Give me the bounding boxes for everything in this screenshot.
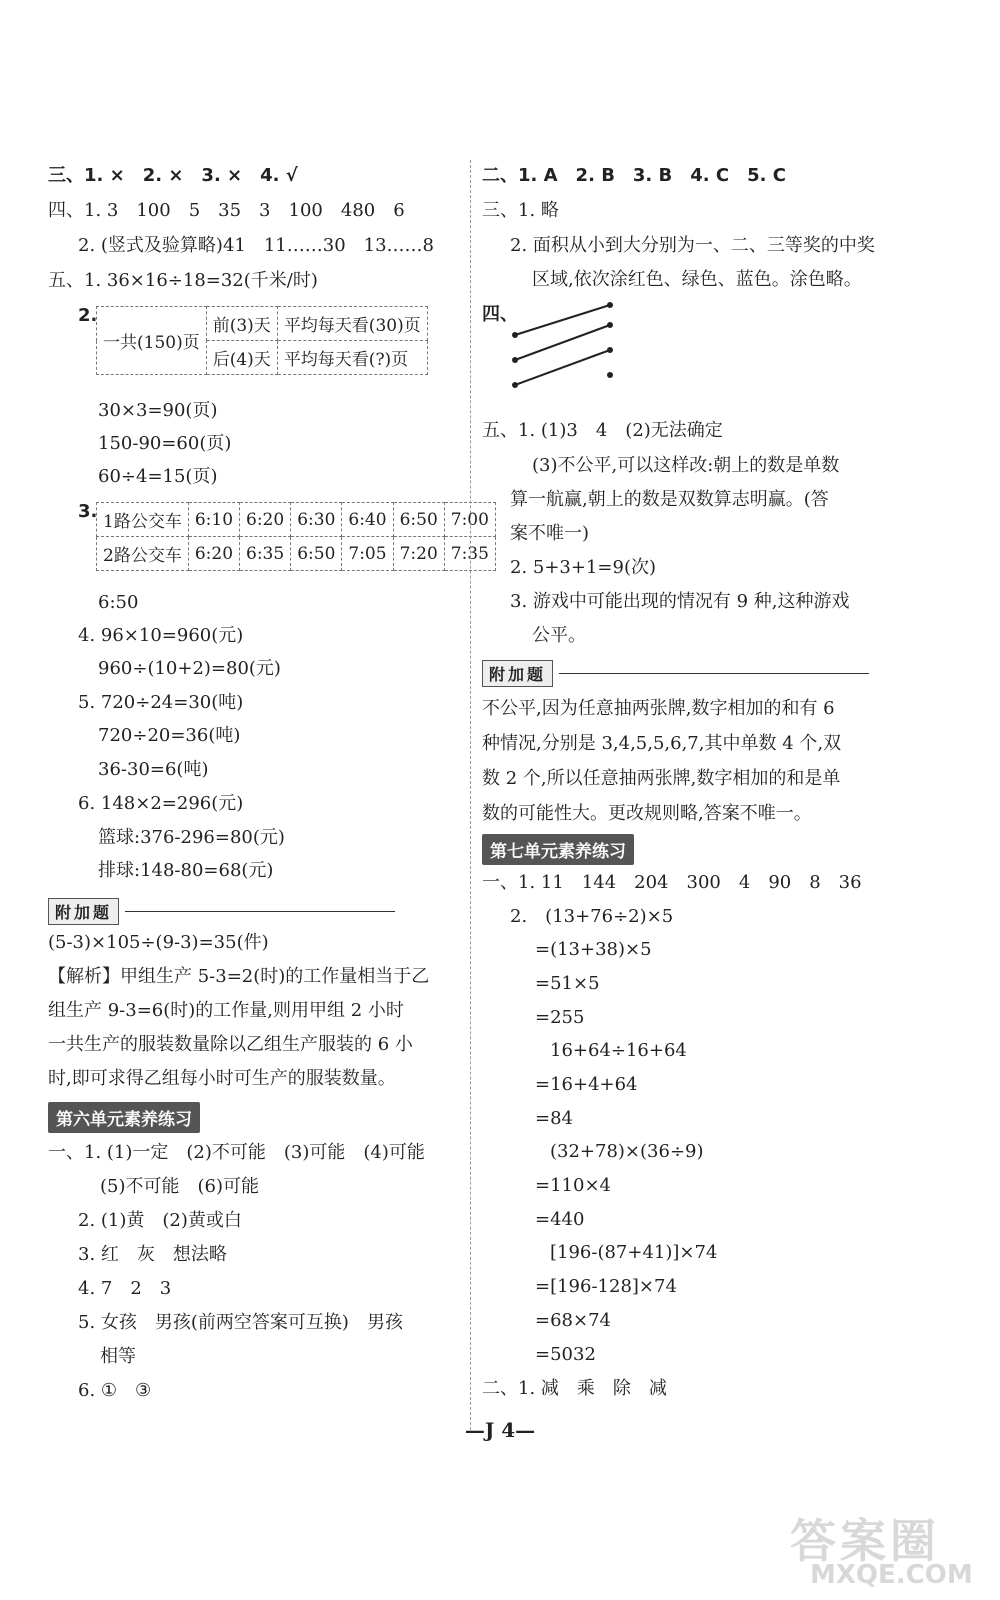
analysis-line: 【解析】甲组生产 5-3=2(时)的工作量相当于乙 bbox=[48, 966, 430, 987]
calc-line: 60÷4=15(页) bbox=[98, 466, 218, 487]
analysis-line: 组生产 9-3=6(时)的工作量,则用甲组 2 小时 bbox=[48, 1000, 404, 1021]
answer-4-2: 2. (竖式及验算略)41 11……30 13……8 bbox=[78, 235, 435, 256]
answer-text: (3)不公平,可以这样改:朝上的数是单数 bbox=[532, 455, 840, 476]
table-cell: 6:40 bbox=[342, 503, 393, 537]
watermark-text: 答案圈 bbox=[790, 1514, 940, 1568]
calc-line: =(13+38)×5 bbox=[535, 939, 652, 960]
answer-5-2-right: 2. 5+3+1=9(次) bbox=[510, 557, 656, 578]
answer-3-1-right: 三、1. 略 bbox=[482, 200, 559, 221]
answer-u7-2-1: 二、1. 减 乘 除 减 bbox=[482, 1378, 667, 1399]
calc-line: 16+64÷16+64 bbox=[550, 1040, 687, 1061]
answer-3-2b: 区域,依次涂红色、绿色、蓝色。涂色略。 bbox=[532, 269, 862, 290]
dot bbox=[512, 382, 518, 388]
calc-line: [196-(87+41)]×74 bbox=[550, 1242, 718, 1263]
table-cell: 7:35 bbox=[444, 537, 495, 571]
later-days-cell: 后(4)天 bbox=[206, 341, 277, 375]
analysis-line: 一共生产的服装数量除以乙组生产服装的 6 小 bbox=[48, 1034, 413, 1055]
answer-5-3-num: 3. bbox=[78, 501, 98, 522]
calc-line: 36-30=6(吨) bbox=[98, 759, 209, 780]
dot bbox=[607, 302, 613, 308]
reading-table bbox=[96, 306, 428, 375]
table-cell: 7:20 bbox=[393, 537, 444, 571]
table-row bbox=[97, 503, 496, 537]
bonus-label: 附加题 bbox=[482, 660, 553, 687]
matching-lines-diagram bbox=[500, 295, 630, 395]
answer-4-label: 四、 bbox=[482, 304, 518, 325]
table-cell: 6:50 bbox=[291, 537, 342, 571]
total-pages-cell: 一共(150)页 bbox=[97, 307, 207, 375]
answer-3-1: 三、1. × 2. × 3. × 4. √ bbox=[48, 165, 298, 186]
dot bbox=[607, 322, 613, 328]
answer-u6-1-4: 4. 7 2 3 bbox=[78, 1278, 172, 1299]
header-rule bbox=[125, 911, 395, 912]
answer-4-1: 四、1. 3 100 5 35 3 100 480 6 bbox=[48, 200, 405, 221]
watermark-logo bbox=[790, 1505, 973, 1590]
calc-line: 排球:148-80=68(元) bbox=[98, 860, 274, 881]
answer-5-1-right: 五、1. (1)3 4 (2)无法确定 bbox=[482, 420, 723, 441]
bonus-text: 种情况,分别是 3,4,5,5,6,7,其中单数 4 个,双 bbox=[482, 733, 842, 754]
column-divider bbox=[470, 160, 471, 1430]
answer-text: 算一航赢,朝上的数是双数算志明赢。(答 bbox=[510, 489, 829, 510]
answer-u7-1-1: 一、1. 11 144 204 300 4 90 8 36 bbox=[482, 872, 862, 893]
dot bbox=[512, 332, 518, 338]
calc-line: =440 bbox=[535, 1209, 585, 1230]
dot bbox=[607, 347, 613, 353]
bus-timetable bbox=[96, 502, 496, 571]
calc-line: 960÷(10+2)=80(元) bbox=[98, 658, 281, 679]
answer-5-6: 6. 148×2=296(元) bbox=[78, 793, 244, 814]
bonus-text: 数 2 个,所以任意抽两张牌,数字相加的和是单 bbox=[482, 768, 841, 789]
answer-5-3-right: 3. 游戏中可能出现的情况有 9 种,这种游戏 bbox=[510, 591, 850, 612]
table-cell: 7:05 bbox=[342, 537, 393, 571]
page-number: —J 4— bbox=[464, 1418, 536, 1442]
first-avg-cell: 平均每天看(30)页 bbox=[277, 307, 427, 341]
calc-line: 6:50 bbox=[98, 592, 139, 613]
answer-u6-1-6: 6. ① ③ bbox=[78, 1380, 152, 1401]
bonus-header-right bbox=[482, 660, 869, 687]
calc-line: =84 bbox=[535, 1108, 573, 1129]
calc-line: (32+78)×(36÷9) bbox=[550, 1141, 704, 1162]
table-row bbox=[97, 537, 496, 571]
calc-line: 720÷20=36(吨) bbox=[98, 725, 241, 746]
answer-u6-1-3: 3. 红 灰 想法略 bbox=[78, 1244, 227, 1265]
bonus-header bbox=[48, 898, 395, 925]
calc-line: =[196-128]×74 bbox=[535, 1276, 677, 1297]
calc-line: =110×4 bbox=[535, 1175, 611, 1196]
table-cell: 6:35 bbox=[240, 537, 291, 571]
answer-3-2: 2. 面积从小到大分别为一、二、三等奖的中奖 bbox=[510, 235, 875, 256]
answer-2-1: 二、1. A 2. B 3. B 4. C 5. C bbox=[482, 165, 786, 186]
bonus-label: 附加题 bbox=[48, 898, 119, 925]
answer-5-4: 4. 96×10=960(元) bbox=[78, 625, 244, 646]
table-cell: 1路公交车 bbox=[97, 503, 189, 537]
answer-u6-1-5: 5. 女孩 男孩(前两空答案可互换) 男孩 bbox=[78, 1312, 403, 1333]
unit-6-title: 第六单元素养练习 bbox=[48, 1102, 200, 1133]
bonus-text: 不公平,因为任意抽两张牌,数字相加的和有 6 bbox=[482, 698, 835, 719]
answer-u6-1-1b: (5)不可能 (6)可能 bbox=[100, 1176, 259, 1197]
table-cell: 7:00 bbox=[444, 503, 495, 537]
dot bbox=[607, 372, 613, 378]
calc-line: =16+4+64 bbox=[535, 1074, 638, 1095]
answer-5-2-num: 2. bbox=[78, 305, 98, 326]
bonus-answer: (5-3)×105÷(9-3)=35(件) bbox=[48, 932, 269, 953]
table-cell: 6:30 bbox=[291, 503, 342, 537]
analysis-line: 时,即可求得乙组每小时可生产的服装数量。 bbox=[48, 1068, 396, 1089]
calc-line: =68×74 bbox=[535, 1310, 611, 1331]
calc-line: 150-90=60(页) bbox=[98, 433, 232, 454]
calc-line: 篮球:376-296=80(元) bbox=[98, 827, 285, 848]
answer-5-5: 5. 720÷24=30(吨) bbox=[78, 692, 244, 713]
calc-line: =255 bbox=[535, 1007, 585, 1028]
answer-u6-1-5b: 相等 bbox=[100, 1346, 136, 1367]
answer-u6-1-2: 2. (1)黄 (2)黄或白 bbox=[78, 1210, 242, 1231]
header-rule bbox=[559, 673, 869, 674]
answer-u6-1-1: 一、1. (1)一定 (2)不可能 (3)可能 (4)可能 bbox=[48, 1142, 425, 1163]
bonus-text: 数的可能性大。更改规则略,答案不唯一。 bbox=[482, 803, 812, 824]
calc-line: 30×3=90(页) bbox=[98, 400, 218, 421]
answer-text: 公平。 bbox=[532, 625, 586, 646]
table-cell: 6:20 bbox=[188, 537, 239, 571]
answer-u7-1-2: 2. (13+76÷2)×5 bbox=[510, 906, 674, 927]
unit-7-title: 第七单元素养练习 bbox=[482, 834, 634, 865]
watermark-url: MXQE.COM bbox=[810, 1560, 973, 1590]
answer-text: 案不唯一) bbox=[510, 523, 590, 544]
table-cell: 2路公交车 bbox=[97, 537, 189, 571]
dot bbox=[512, 357, 518, 363]
calc-line: =5032 bbox=[535, 1344, 596, 1365]
later-avg-cell: 平均每天看(?)页 bbox=[277, 341, 427, 375]
calc-line: =51×5 bbox=[535, 973, 600, 994]
first-days-cell: 前(3)天 bbox=[206, 307, 277, 341]
answer-5-1: 五、1. 36×16÷18=32(千米/时) bbox=[48, 270, 318, 291]
table-cell: 6:50 bbox=[393, 503, 444, 537]
table-cell: 6:20 bbox=[240, 503, 291, 537]
table-cell: 6:10 bbox=[188, 503, 239, 537]
